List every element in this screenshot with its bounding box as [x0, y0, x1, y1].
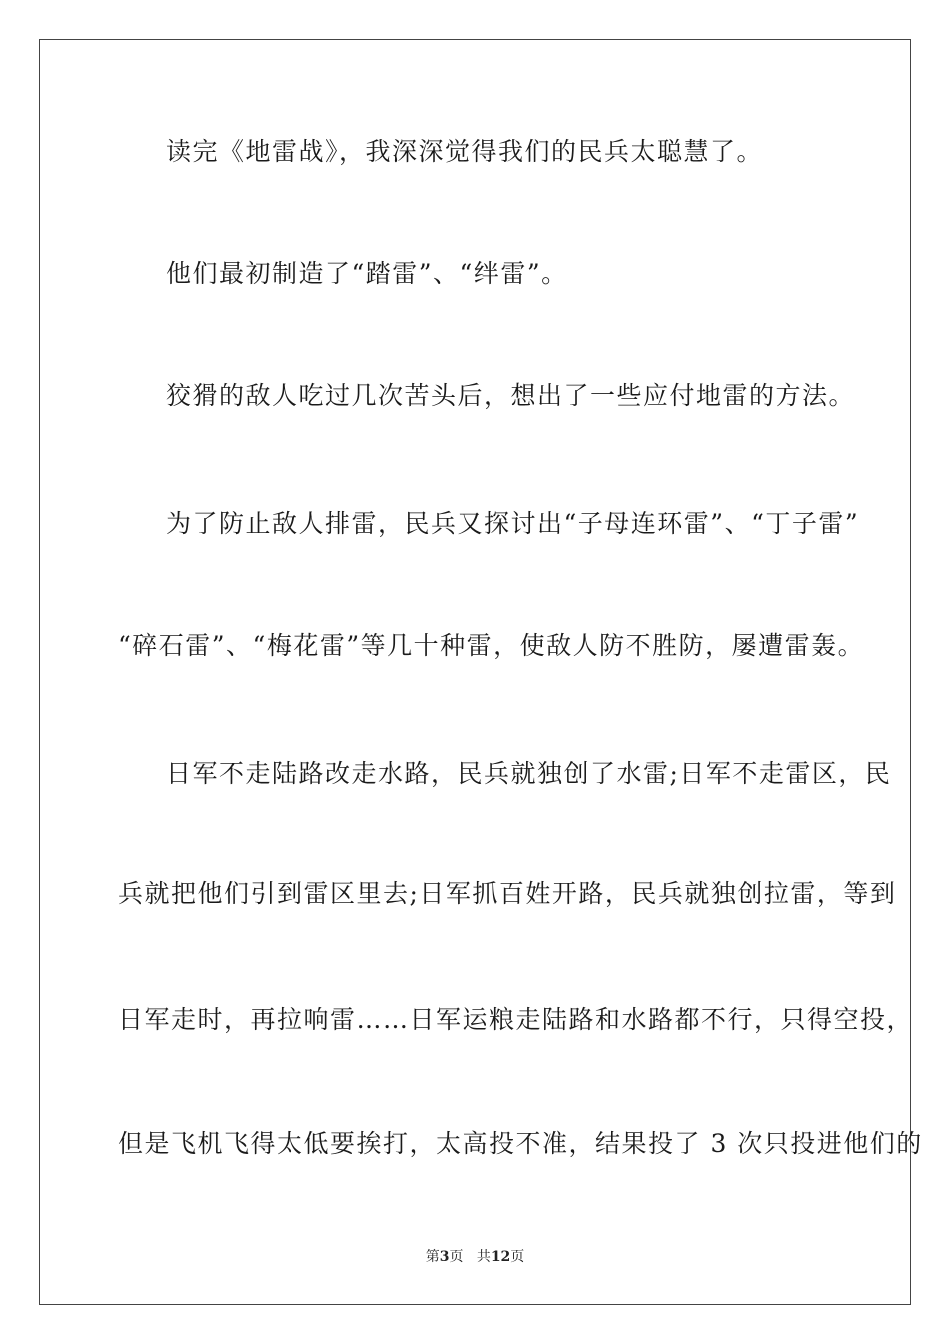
page-number: 3: [439, 1249, 450, 1265]
page-footer: [0, 1248, 950, 1266]
paragraph-line-1: 读完《地雷战》，我深深觉得我们的民兵太聪慧了。: [166, 137, 764, 166]
paragraph-line-2: 他们最初制造了“踏雷”、“绊雷”。: [166, 259, 568, 288]
paragraph-line-4: 为了防止敌人排雷，民兵又探讨出“子母连环雷”、“丁子雷”: [166, 509, 860, 538]
total-suffix: 页: [510, 1249, 525, 1265]
page-prefix: 第: [425, 1249, 440, 1265]
paragraph-line-7: 兵就把他们引到雷区里去;日军抓百姓开路，民兵就独创拉雷，等到: [118, 879, 897, 908]
paragraph-line-9: 但是飞机飞得太低要挨打，太高投不准，结果投了 3 次只投进他们的: [118, 1129, 923, 1158]
paragraph-line-6: 日军不走陆路改走水路，民兵就独创了水雷;日军不走雷区，民: [166, 759, 892, 788]
paragraph-line-3: 狡猾的敌人吃过几次苦头后，想出了一些应付地雷的方法。: [166, 381, 856, 410]
paragraph-line-5: “碎石雷”、“梅花雷”等几十种雷，使敌人防不胜防，屡遭雷轰。: [118, 631, 865, 660]
paragraph-line-8: 日军走时，再拉响雷……日军运粮走陆路和水路都不行，只得空投，: [118, 1005, 914, 1034]
total-prefix: 共: [476, 1249, 491, 1265]
page-border: [39, 39, 923, 1305]
page-suffix: 页: [449, 1249, 464, 1265]
total-pages: 12: [490, 1249, 511, 1265]
